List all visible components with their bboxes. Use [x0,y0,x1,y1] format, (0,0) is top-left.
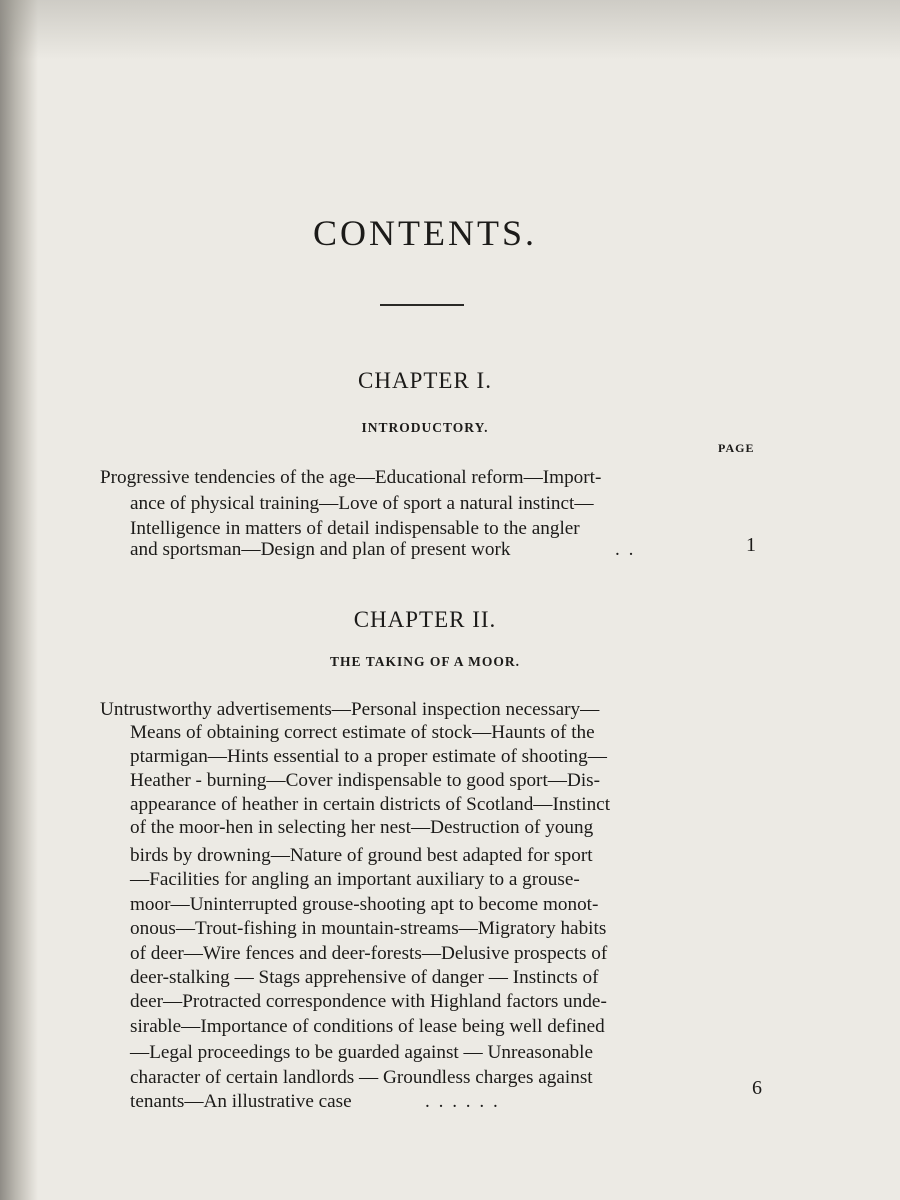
entry-line: onous—Trout-fishing in mountain-streams—Migratory habits [130,918,607,939]
page-number: 1 [746,534,756,556]
entry-line: character of certain landlords — Groundless charges against [130,1067,593,1088]
entry-line: of the moor-hen in selecting her nest—Destruction of young [130,817,594,838]
entry-line: deer—Protracted correspondence with Highland factors unde- [130,991,607,1012]
entry-line: Progressive tendencies of the age—Educational reform—Import- [100,467,602,488]
page-title: CONTENTS. [313,213,537,253]
entry-line: ance of physical training—Love of sport a natural instinct— [130,493,594,514]
dot-leader: . . . . . . [425,1091,500,1112]
entry-line: and sportsman—Design and plan of present work [130,539,511,560]
entry-line: sirable—Importance of conditions of lease being well defined [130,1016,605,1037]
entry-line: tenants—An illustrative case [130,1091,352,1112]
entry-line: birds by drowning—Nature of ground best adapted for sport [130,845,593,866]
chapter-2-subtitle: THE TAKING OF A MOOR. [330,654,520,669]
entry-line: Means of obtaining correct estimate of stock—Haunts of the [130,722,595,743]
chapter-1-subtitle: INTRODUCTORY. [361,420,489,435]
entry-line: appearance of heather in certain districts of Scotland—Instinct [130,794,611,815]
entry-line: of deer—Wire fences and deer-forests—Delusive prospects of [130,943,608,964]
entry-line: —Facilities for angling an important auxiliary to a grouse- [130,869,580,890]
entry-line: Intelligence in matters of detail indispensable to the angler [130,518,580,539]
entry-line: moor—Uninterrupted grouse-shooting apt to become monot- [130,894,599,915]
title-divider [380,304,464,306]
page-number: 6 [752,1077,762,1099]
entry-line: ptarmigan—Hints essential to a proper estimate of shooting— [130,746,607,767]
entry-line: —Legal proceedings to be guarded against — Unreasonable [130,1042,594,1063]
chapter-1-heading: CHAPTER I. [358,368,492,393]
entry-line: Untrustworthy advertisements—Personal inspection necessary— [100,699,600,720]
entry-line: Heather - burning—Cover indispensable to good sport—Dis- [130,770,601,791]
entry-line: deer-stalking — Stags apprehensive of danger — Instincts of [130,967,599,988]
dot-leader: . . [615,539,636,560]
page-column-header: PAGE [718,441,755,455]
chapter-2-heading: CHAPTER II. [353,607,497,632]
